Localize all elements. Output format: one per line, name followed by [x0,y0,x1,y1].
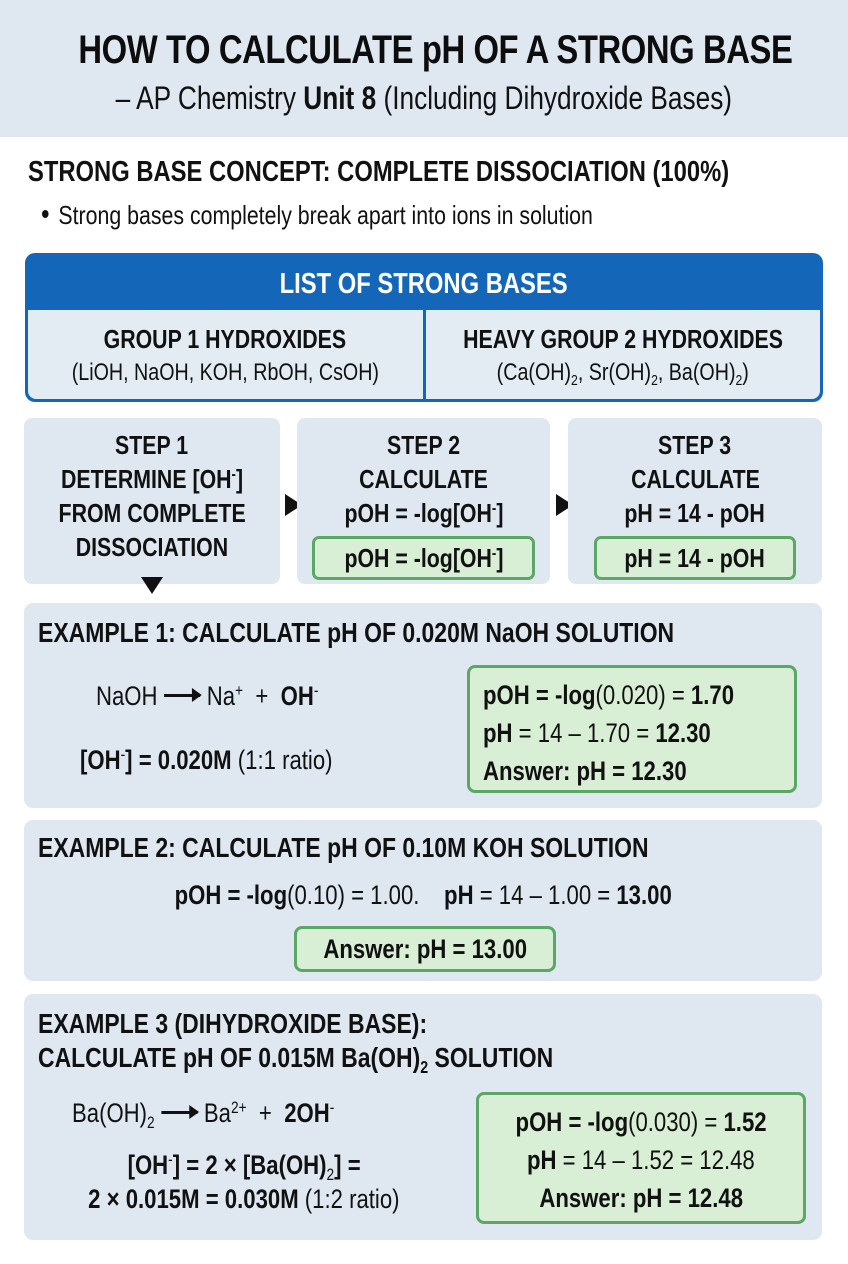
example-1-concentration: [OH-] = 0.020M (1:1 ratio) [80,744,333,775]
step-3-card [568,418,822,584]
example-3-card [24,994,822,1240]
step-2-label: STEP 2 [386,430,461,460]
step-2-formula: pOH = -log[OH-] [344,498,503,528]
example-3-result-box: pOH = -log(0.030) = 1.52 pH = 14 – 1.52 = 12.48 Answer: pH = 12.48 [476,1092,806,1224]
step-1-line1: DETERMINE [OH-] [60,464,244,494]
example-3-heading-2: CALCULATE pH OF 0.015M $Ba(OH)_2$ SOLUTION [38,1042,554,1078]
step-3-formula: pH = 14 - pOH [624,498,766,528]
reaction-arrow-icon [161,1111,197,1114]
step-3-label: STEP 3 [658,430,732,460]
step-2-formula-box: pOH = -log[OH-] [312,536,536,580]
group2-column [426,310,821,399]
step-1-line2: FROM COMPLETE [58,498,246,528]
example-1-reaction: NaOH Na+ + OH- [96,680,319,711]
strong-bases-table [25,253,823,402]
concept-bullet-text: Strong bases completely break apart into ions in solution [58,200,593,230]
group1-heading: GROUP 1 HYDROXIDES [104,324,347,354]
strong-bases-title [28,256,820,310]
example-1-card [24,603,822,808]
example-3-concentration-2: 2 × 0.015M = 0.030M (1:2 ratio) [88,1184,400,1214]
group1-items: (LiOH, NaOH, KOH, RbOH, CsOH) [71,359,379,386]
group1-column [28,310,423,399]
subtitle-unit: Unit 8 [303,80,377,116]
example-1-result-box: pOH = -log(0.020) = 1.70 pH = 14 – 1.70 = 12.30 Answer: pH = 12.30 [467,665,797,793]
example-2-answer-box: Answer: pH = 13.00 [294,926,556,972]
page-title [0,28,848,73]
subtitle-suffix: (Including Dihydroxide Bases) [376,80,733,116]
group2-heading: HEAVY GROUP 2 HYDROXIDES [462,324,783,354]
group2-items: ($Ca(OH)_2$, $Sr(OH)_2$, $Ba(OH)_2$) [496,359,749,390]
strong-bases-columns [28,310,820,399]
example-3-reaction: $Ba(OH)_2$ $Ba^{2+} + 2OH^-$ [72,1097,335,1132]
example-3-heading-1: EXAMPLE 3 (DIHYDROXIDE BASE): [38,1008,428,1039]
example-1-heading: EXAMPLE 1: CALCULATE pH OF 0.020M NaOH SOLUTION [38,617,675,648]
example-3-concentration-1: $[OH^-] = 2 \times [Ba(OH)_2]$ = [127,1149,361,1184]
step-2-card [297,418,550,584]
concept-heading [28,156,848,189]
header-band [0,0,848,137]
strong-bases-title-text: LIST OF STRONG BASES [279,268,569,300]
subtitle-prefix: – AP Chemistry [115,80,304,116]
example-2-card [24,820,822,981]
example-2-heading: EXAMPLE 2: CALCULATE pH OF 0.10M KOH SOLUTION [38,832,649,863]
step-1-label: STEP 1 [115,430,189,460]
step-1-card [24,418,280,584]
concept-bullet [42,200,714,231]
step-1-line3: DISSOCIATION [75,532,229,562]
reaction-arrow-icon [164,694,200,697]
title-text: HOW TO CALCULATE pH OF A STRONG BASE [78,28,793,72]
page-subtitle [0,80,848,117]
step-2-line1: CALCULATE [359,464,488,494]
arrow-down-icon [141,577,163,594]
step-3-formula-box: pH = 14 - pOH [594,536,795,580]
concept-heading-text: STRONG BASE CONCEPT: COMPLETE DISSOCIATION (100%) [28,156,730,188]
step-3-line1: CALCULATE [630,464,760,494]
bullet-icon [42,210,49,218]
example-2-calculation: pOH = -log(0.10) = 1.00. pH = 14 – 1.00 = 13.00 [174,880,672,910]
